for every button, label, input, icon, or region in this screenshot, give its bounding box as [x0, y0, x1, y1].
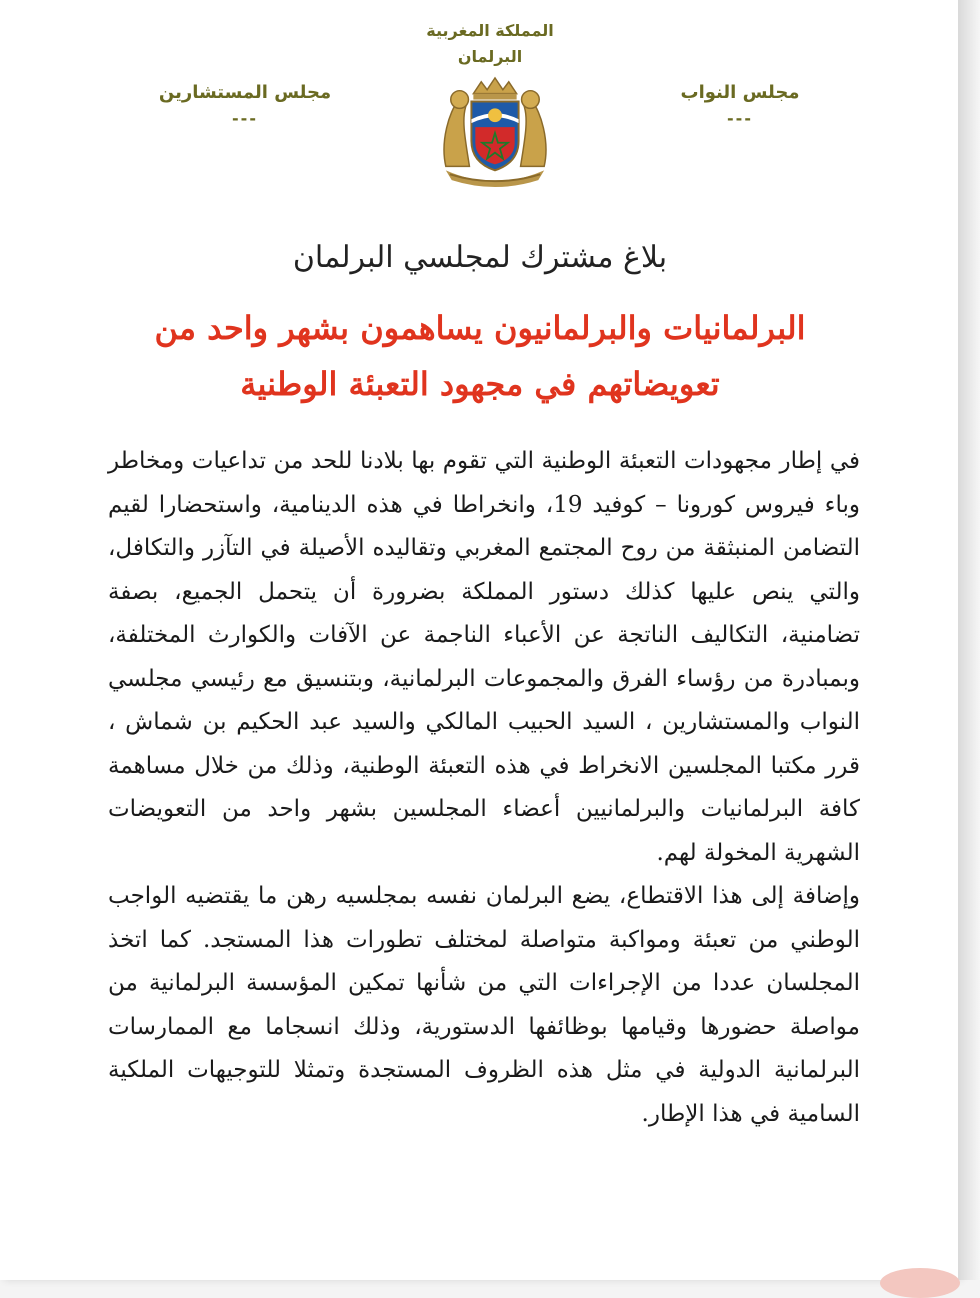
- corner-mark: [880, 1268, 960, 1298]
- document-subtitle: [150, 300, 810, 412]
- subtitle-line-1: البرلمانيات والبرلمانيون يساهمون بشهر واحد من: [154, 309, 806, 347]
- body-paragraph-1: في إطار مجهودات التعبئة الوطنية التي تقوم بها بلادنا للحد من تداعيات ومخاطر وباء فيروس كورونا – كوفيد 19، وانخراطا في هذه الدينامية، واستحضارا لقيم التضامن المنبثقة من روح المجتمع المغربي وتقاليده الأصيلة في التآزر والتكافل، والتي ينص عليها كذلك دستور المملكة بضرورة أن يتحمل الجميع، بصفة تضامنية، التكاليف الناتجة عن الأعباء الناجمة عن الآفات والكوارث المختلفة، وبمبادرة من رؤساء الفرق والمجموعات البرلمانية، وبتنسيق مع رئيسي مجلسي النواب والمستشارين ، السيد الحبيب المالكي والسيد عبد الحكيم بن شماش ، قرر مكتبا المجلسين الانخراط في هذه التعبئة الوطنية، وذلك من خلال مساهمة كافة البرلمانيات والبرلمانيين أعضاء المجلسين بشهر واحد من التعويضات الشهرية المخولة لهم.: [108, 448, 860, 866]
- house-of-representatives: [640, 82, 840, 128]
- body-paragraph-2: وإضافة إلى هذا الاقتطاع، يضع البرلمان نفسه بمجلسيه رهن ما يقتضيه الواجب الوطني من تعبئة ومواكبة متواصلة لمختلف تطورات هذا المستجد. كما اتخذ المجلسان عددا من الإجراءات التي من شأنها تمكين المؤسسة البرلمانية من مواصلة حضورها وقيامها بوظائفها الدستورية، وذلك انسجاما مع الممارسات البرلمانية الدولية في مثل هذه الظروف المستجدة وتمثلا للتوجيهات الملكية السامية في هذا الإطار.: [108, 883, 860, 1127]
- house-right-label: مجلس النواب: [680, 82, 800, 103]
- document-body: [108, 440, 860, 1136]
- house-left-label: مجلس المستشارين: [158, 82, 332, 103]
- kingdom-name: المملكة المغربية: [426, 21, 554, 40]
- page-title: بلاغ مشترك لمجلسي البرلمان: [292, 240, 668, 275]
- house-right-separator: ---: [727, 109, 753, 128]
- subtitle-line-2: تعويضاتهم في مجهود التعبئة الوطنية: [240, 365, 720, 403]
- house-of-councillors: [130, 82, 360, 128]
- parliament-name: البرلمان: [457, 47, 523, 66]
- header-center: [380, 18, 600, 70]
- page-edge: [958, 0, 980, 1280]
- coat-of-arms-icon: [436, 72, 554, 190]
- house-left-separator: ---: [232, 109, 258, 128]
